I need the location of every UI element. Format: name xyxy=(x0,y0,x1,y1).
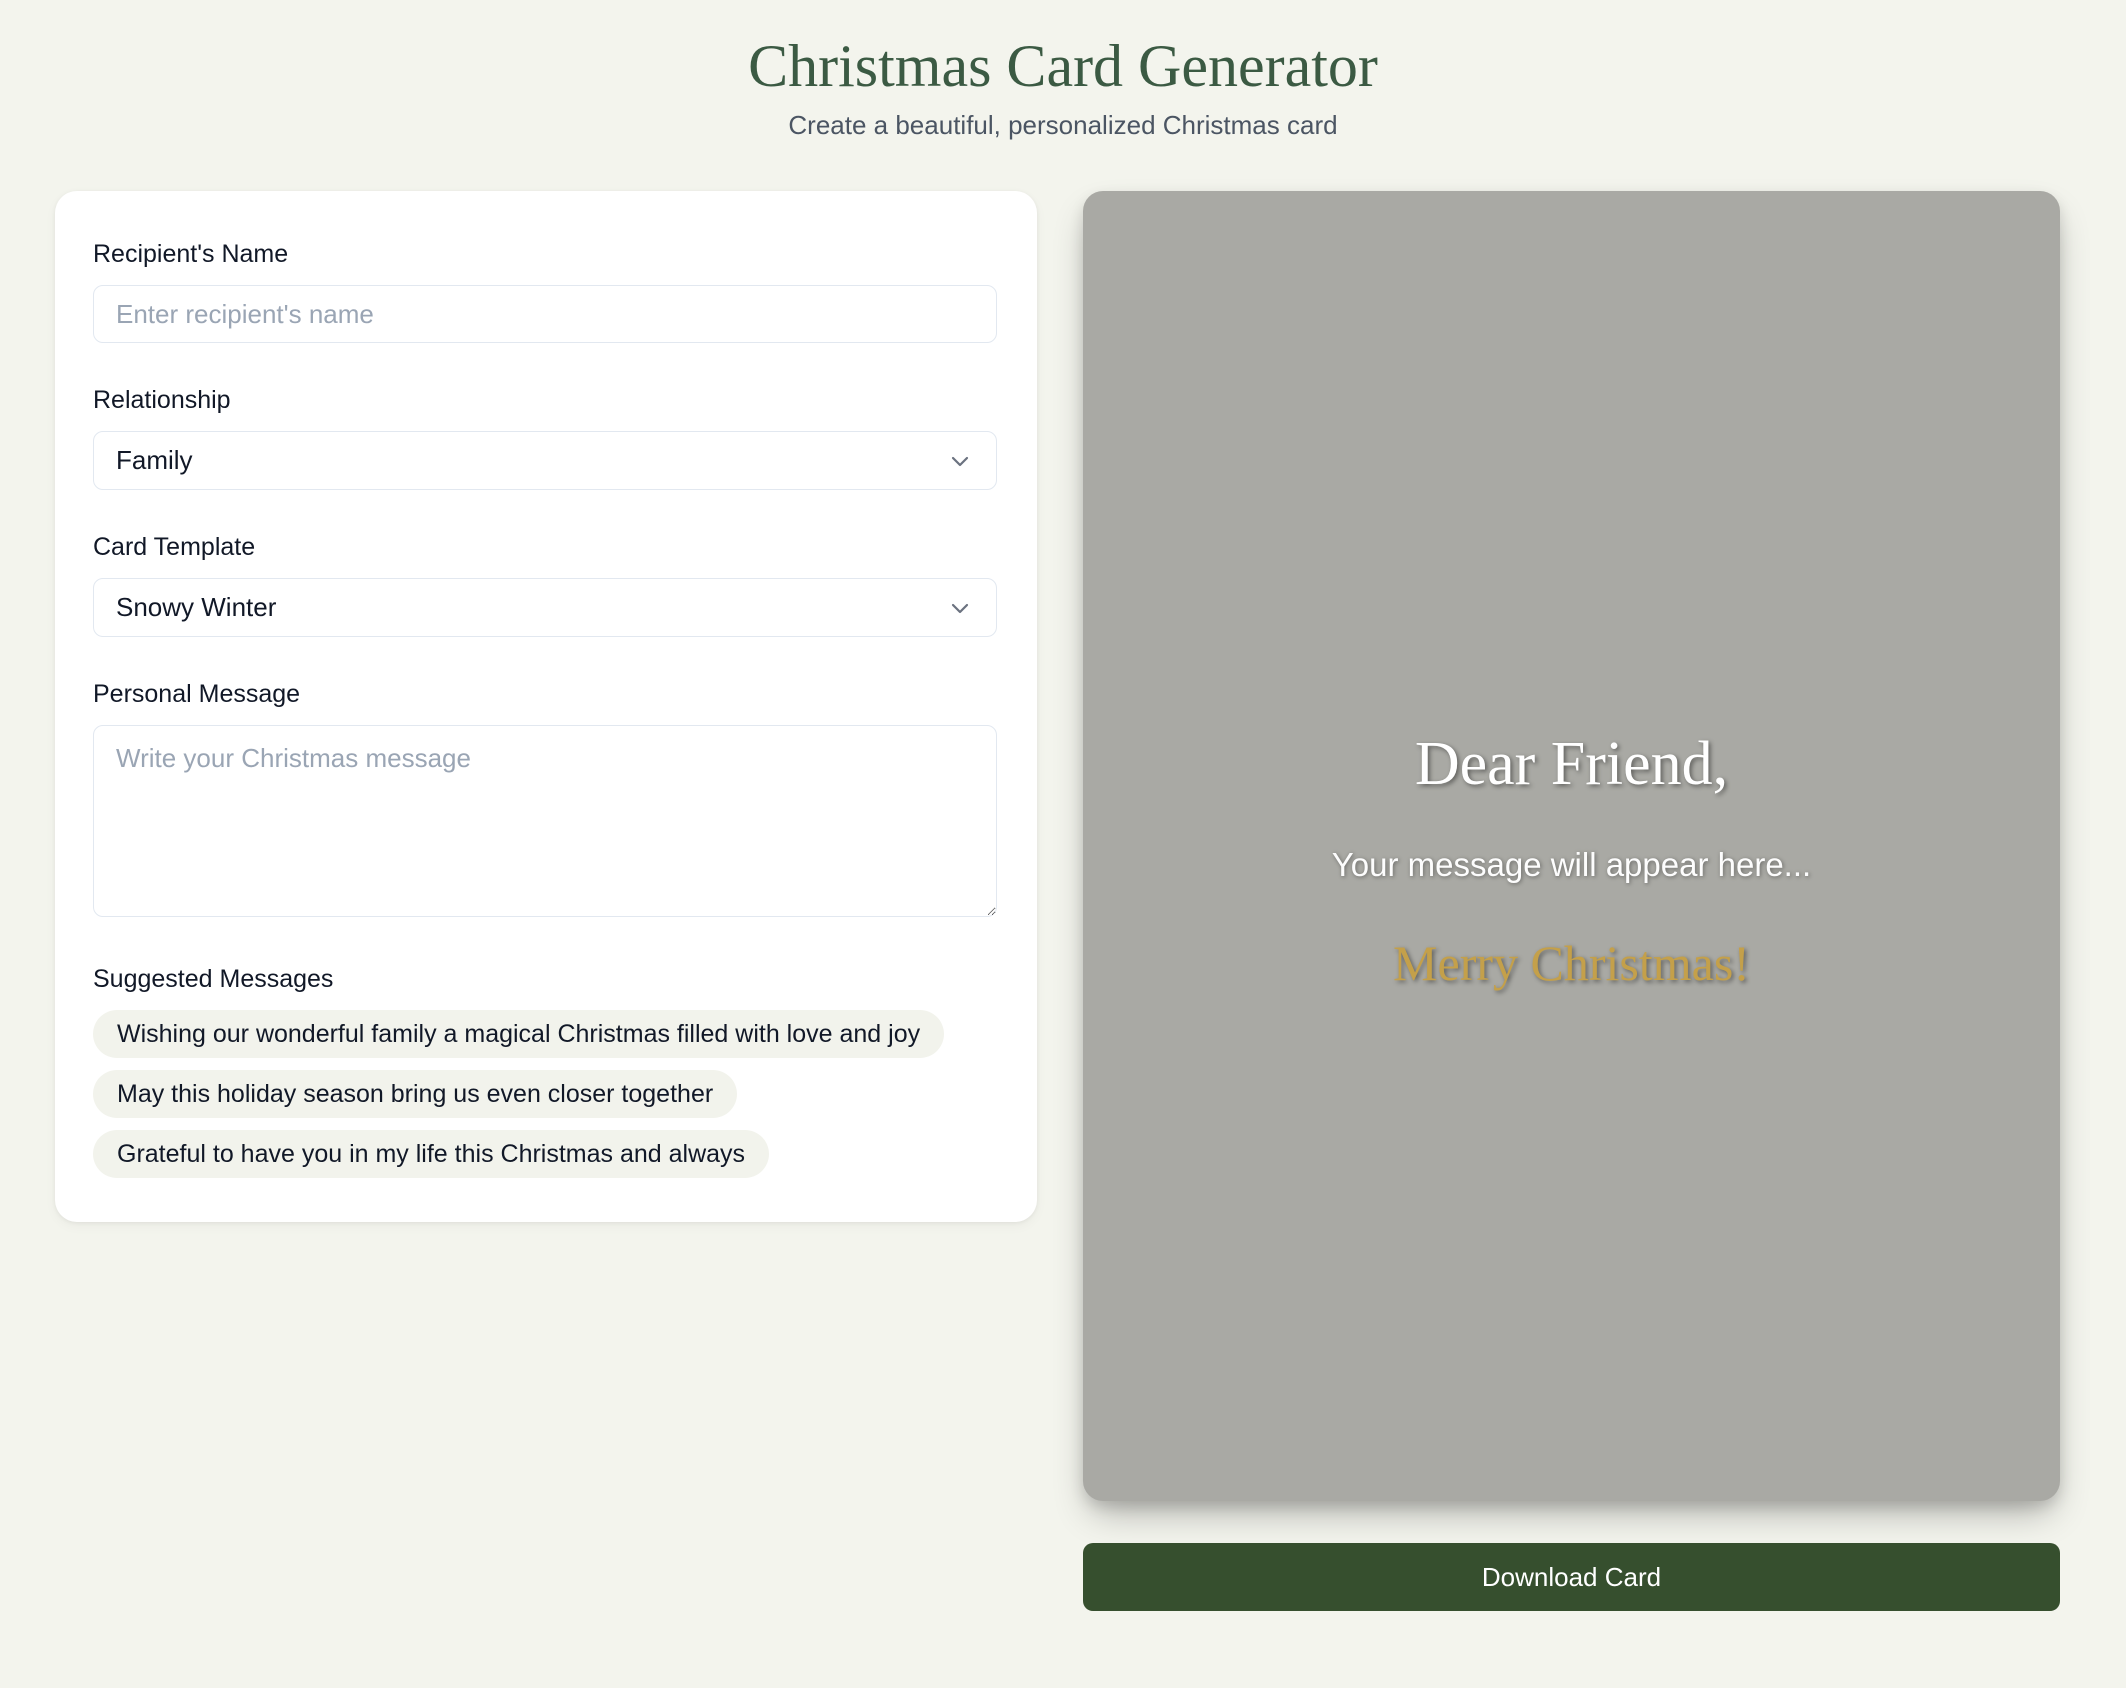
preview-greeting-text: Dear Friend, xyxy=(1414,729,1729,798)
chevron-down-icon xyxy=(948,596,972,620)
page-subtitle: Create a beautiful, personalized Christmas card xyxy=(788,110,1338,140)
recipient-name-field-group xyxy=(93,239,997,343)
relationship-label: Relationship xyxy=(93,386,231,414)
page-header xyxy=(0,0,2126,141)
relationship-selected-value: Family xyxy=(116,445,193,475)
relationship-field-group xyxy=(93,385,997,490)
suggestion-pill[interactable]: May this holiday season bring us even closer together xyxy=(93,1070,737,1118)
card-options-panel xyxy=(55,191,1037,1222)
card-template-select[interactable] xyxy=(93,578,997,637)
suggested-messages-group xyxy=(93,964,997,1178)
suggestion-pill[interactable]: Wishing our wonderful family a magical Christmas filled with love and joy xyxy=(93,1010,944,1058)
personal-message-textarea[interactable] xyxy=(93,725,997,917)
download-card-button[interactable]: Download Card xyxy=(1083,1543,2060,1611)
card-template-selected-value: Snowy Winter xyxy=(116,592,277,622)
relationship-select[interactable] xyxy=(93,431,997,490)
card-template-field-group xyxy=(93,532,997,637)
suggested-messages-label: Suggested Messages xyxy=(93,965,334,993)
preview-message-text: Your message will appear here... xyxy=(1331,845,1812,883)
card-preview xyxy=(1083,191,2060,1501)
suggested-messages-list xyxy=(93,1010,997,1178)
preview-closing-text: Merry Christmas! xyxy=(1393,934,1750,991)
recipient-name-label: Recipient's Name xyxy=(93,240,289,268)
page-title: Christmas Card Generator xyxy=(748,33,1378,99)
main-content xyxy=(0,191,2126,1611)
personal-message-field-group xyxy=(93,679,997,922)
chevron-down-icon xyxy=(948,449,972,473)
personal-message-label: Personal Message xyxy=(93,680,301,708)
card-template-label: Card Template xyxy=(93,533,256,561)
card-preview-column xyxy=(1083,191,2060,1611)
suggestion-pill[interactable]: Grateful to have you in my life this Christmas and always xyxy=(93,1130,769,1178)
recipient-name-input[interactable] xyxy=(93,285,997,343)
